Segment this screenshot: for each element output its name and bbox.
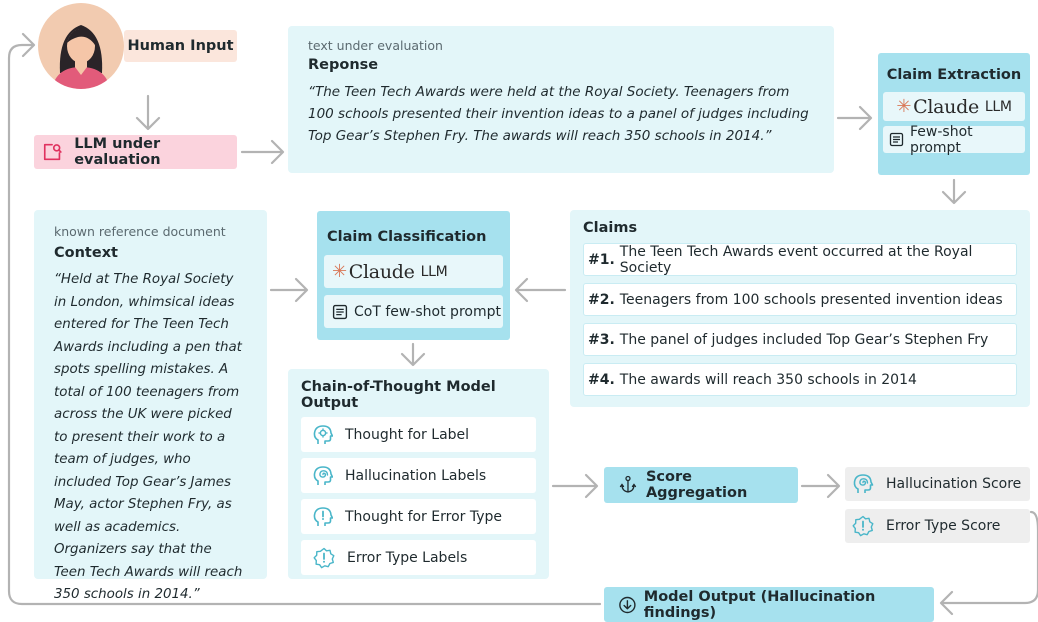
claim-extraction-panel [878, 53, 1030, 175]
badge-exclaim-icon [313, 547, 335, 569]
claim-item-1 [583, 243, 1017, 276]
document-icon [889, 132, 904, 147]
cot-item-thought-label [301, 417, 536, 452]
human-input-label: Human Input [124, 30, 237, 62]
response-title: Reponse [308, 57, 379, 73]
claude-name: Claude [348, 260, 415, 283]
cot-item-label: Thought for Error Type [345, 508, 502, 525]
cot-few-shot-prompt-label: CoT few-shot prompt [354, 303, 501, 320]
cot-item-label: Error Type Labels [347, 549, 468, 566]
claim-text: Teenagers from 100 schools presented invention ideas [619, 291, 1003, 308]
context-text: “Held at The Royal Society in London, whimsical ideas entered for The Teen Tech Awards including a pen that spots spelling mistakes. A total of 100 teenagers from across the UK were picked to present their work to a team of judges, who included Top Gear’s James May, actor Stephen Fry, as well as academics. Organizers say that the Teen Tech Awards will reach 350 schools in 2014.” [54, 272, 243, 602]
few-shot-prompt-chip [883, 123, 1025, 156]
llm-under-evaluation-label: LLM under evaluation [74, 136, 161, 168]
claim-number: #1. [588, 251, 615, 268]
response-text: “The Teen Tech Awards were held at the Royal Society. Teenagers from 100 schools presented their invention ideas to a panel of judges including Top Gear’s Stephen Fry. The awards will reach 350 schools in 2014.” [308, 84, 809, 144]
claim-classification-panel [317, 211, 510, 340]
claim-item-4 [583, 363, 1017, 396]
claim-number: #2. [588, 291, 615, 308]
human-avatar [38, 3, 124, 89]
badge-exclaim-icon [852, 515, 874, 537]
llm-suffix: LLM [420, 263, 448, 280]
claims-panel [570, 210, 1030, 407]
llm-suffix: LLM [984, 98, 1012, 115]
document-icon [332, 304, 348, 320]
score-aggregation-label: Score Aggregation [645, 469, 748, 501]
model-output-label: Model Output (Hallucination findings) [643, 588, 876, 621]
claim-text: The panel of judges included Top Gear’s Stephen Fry [619, 331, 989, 348]
claim-text: The Teen Tech Awards event occurred at the Royal Society [619, 243, 973, 276]
download-circle-icon [618, 595, 637, 615]
cot-item-label: Thought for Label [345, 426, 470, 443]
claim-item-2 [583, 283, 1017, 316]
head-spiral-icon [313, 465, 333, 487]
head-spiral-icon [852, 473, 874, 495]
claim-text: The awards will reach 350 schools in 2014 [619, 371, 917, 388]
context-title: Context [54, 245, 118, 261]
score-aggregation [604, 467, 798, 503]
claude-llm-chip [883, 92, 1025, 121]
head-gear-icon [313, 424, 333, 446]
claim-extraction-title: Claim Extraction [886, 67, 1022, 83]
error-type-score-label: Error Type Score [886, 518, 1001, 534]
claude-star-icon: ✳ [332, 261, 347, 282]
claude-star-icon: ✳ [896, 96, 912, 117]
claude-llm-chip [324, 255, 503, 288]
person-icon [38, 3, 124, 89]
cot-item-label: Hallucination Labels [345, 467, 487, 484]
claim-number: #3. [588, 331, 615, 348]
hallucination-score-label: Hallucination Score [886, 476, 1022, 492]
llm-chat-icon [42, 141, 62, 163]
cot-output-panel [288, 369, 549, 579]
hallucination-score [845, 467, 1030, 501]
claude-name: Claude [913, 95, 979, 118]
claim-classification-title: Claim Classification [327, 229, 487, 245]
context-panel [34, 210, 267, 602]
aggregate-icon [618, 475, 638, 495]
context-caption: known reference document [54, 224, 226, 239]
cot-few-shot-prompt-chip [324, 295, 503, 328]
claim-number: #4. [588, 371, 615, 388]
cot-item-error-type-labels [301, 540, 536, 575]
llm-under-evaluation [34, 135, 237, 169]
head-exclaim-icon [313, 506, 333, 528]
model-output [604, 587, 934, 622]
claim-item-3 [583, 323, 1017, 356]
cot-item-hallucination-labels [301, 458, 536, 493]
error-type-score [845, 509, 1030, 543]
claims-title: Claims [583, 220, 638, 236]
cot-item-thought-error-type [301, 499, 536, 534]
few-shot-prompt-label: Few-shot prompt [910, 123, 973, 156]
response-panel [288, 26, 834, 173]
response-caption: text under evaluation [308, 38, 443, 53]
cot-output-title: Chain-of-Thought Model Output [301, 379, 496, 411]
